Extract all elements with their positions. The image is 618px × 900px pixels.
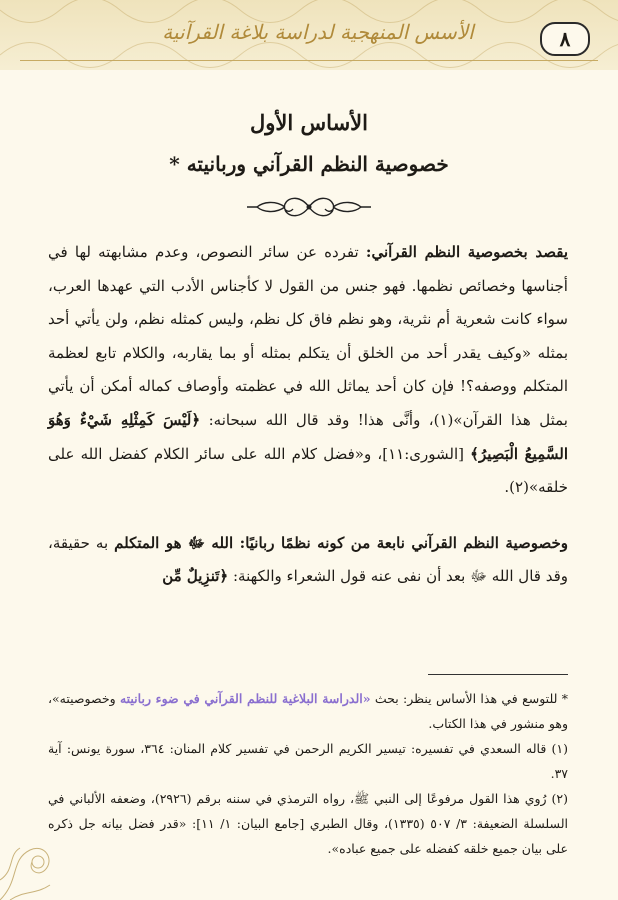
footnote-star-highlight: «الدراسة البلاغية للنظم القرآني في ضوء ربانيته bbox=[119, 691, 371, 706]
page-header bbox=[0, 0, 618, 70]
section-subtitle: خصوصية النظم القرآني وربانيته * bbox=[169, 152, 449, 176]
footnote-star bbox=[48, 686, 568, 736]
paragraph-2 bbox=[48, 527, 568, 594]
running-title: الأسس المنهجية لدراسة بلاغة القرآنية bbox=[162, 20, 474, 44]
paragraph-1-lead: يقصد بخصوصية النظم القرآني: bbox=[365, 243, 568, 261]
footnote-star-text-end: وخصوصيته»، وهو منشور في هذا الكتاب. bbox=[48, 691, 568, 731]
quran-verse-1: ﴿لَيْسَ كَمِثْلِهِ شَيْءٌ وَهُوَ السَّمِيعُ الْبَصِيرُ﴾ bbox=[48, 410, 568, 463]
corner-ornament-icon bbox=[0, 810, 70, 900]
footnote-1: (١) قاله السعدي في تفسيره: تيسير الكريم الرحمن في تفسير كلام المنان: ٣٦٤، سورة يونس: آية ٣٧. bbox=[48, 741, 568, 781]
paragraph-2-lead: وخصوصية النظم القرآني نابعة من كونه نظمًا ربانيًا: الله ﷻ هو المتكلم bbox=[114, 533, 568, 552]
paragraph-1 bbox=[48, 236, 568, 505]
footnote-divider bbox=[428, 674, 568, 675]
page-number: ٨ bbox=[540, 22, 590, 56]
ornament-divider-icon bbox=[245, 192, 373, 222]
section-title: الأساس الأول bbox=[250, 110, 368, 135]
footnote-2: (٢) رُوي هذا القول مرفوعًا إلى النبي ﷺ، رواه الترمذي في سننه برقم (٢٩٢٦)، وضعفه الألباني في السلسلة الضعيفة: ٣/ ٥٠٧ (١٣٣٥)، وقال الطبري [جامع البيان: ١/ ١١]: «قدر فضل بيانه جل ذكره على بيان جميع خلقه كفضله على جميع عباده». bbox=[48, 791, 568, 856]
footnote-star-text: * للتوسع في هذا الأساس ينظر: بحث bbox=[374, 691, 568, 706]
paragraph-1-lead-rest: تفرده عن سائر النصوص، وعدم مشابهته لها في أجناسها وخصائص نظمها. bbox=[48, 243, 568, 295]
paragraph-2-text: به حقيقة، وقد قال الله ﷻ بعد أن نفى عنه قول الشعراء والكهنة: bbox=[48, 533, 568, 586]
quran-verse-2: ﴿تَنزِيلٌ مِّن bbox=[162, 567, 229, 586]
paragraph-1-text: فهو جنس من القول لا كأجناس الأدب التي عهدها العرب، سواء كانت شعرية أم نثرية، وهو نظم فاق كل نظم، وليس كمثله نظم، ولن يأتي أحد بمثله «وكيف يقدر أحد من الخلق أن يتكلم بمثله أو بما يقاربه، والكلام تابع لعظمة المتكلم ووصفه؟! فإن كان أحد يماثل الله في عظمته وأوصاف كماله أمكن أن يأتي بمثل هذا القرآن»(١)، وأنَّى هذا! وقد قال الله سبحانه: bbox=[48, 276, 568, 429]
header-divider bbox=[20, 60, 598, 61]
footnotes bbox=[48, 686, 568, 861]
paragraph-1-text-end: [الشورى:١١]، و«فضل كلام الله على سائر الكلام كفضل الله على خلقه»(٢). bbox=[48, 444, 568, 497]
main-text bbox=[48, 236, 568, 594]
